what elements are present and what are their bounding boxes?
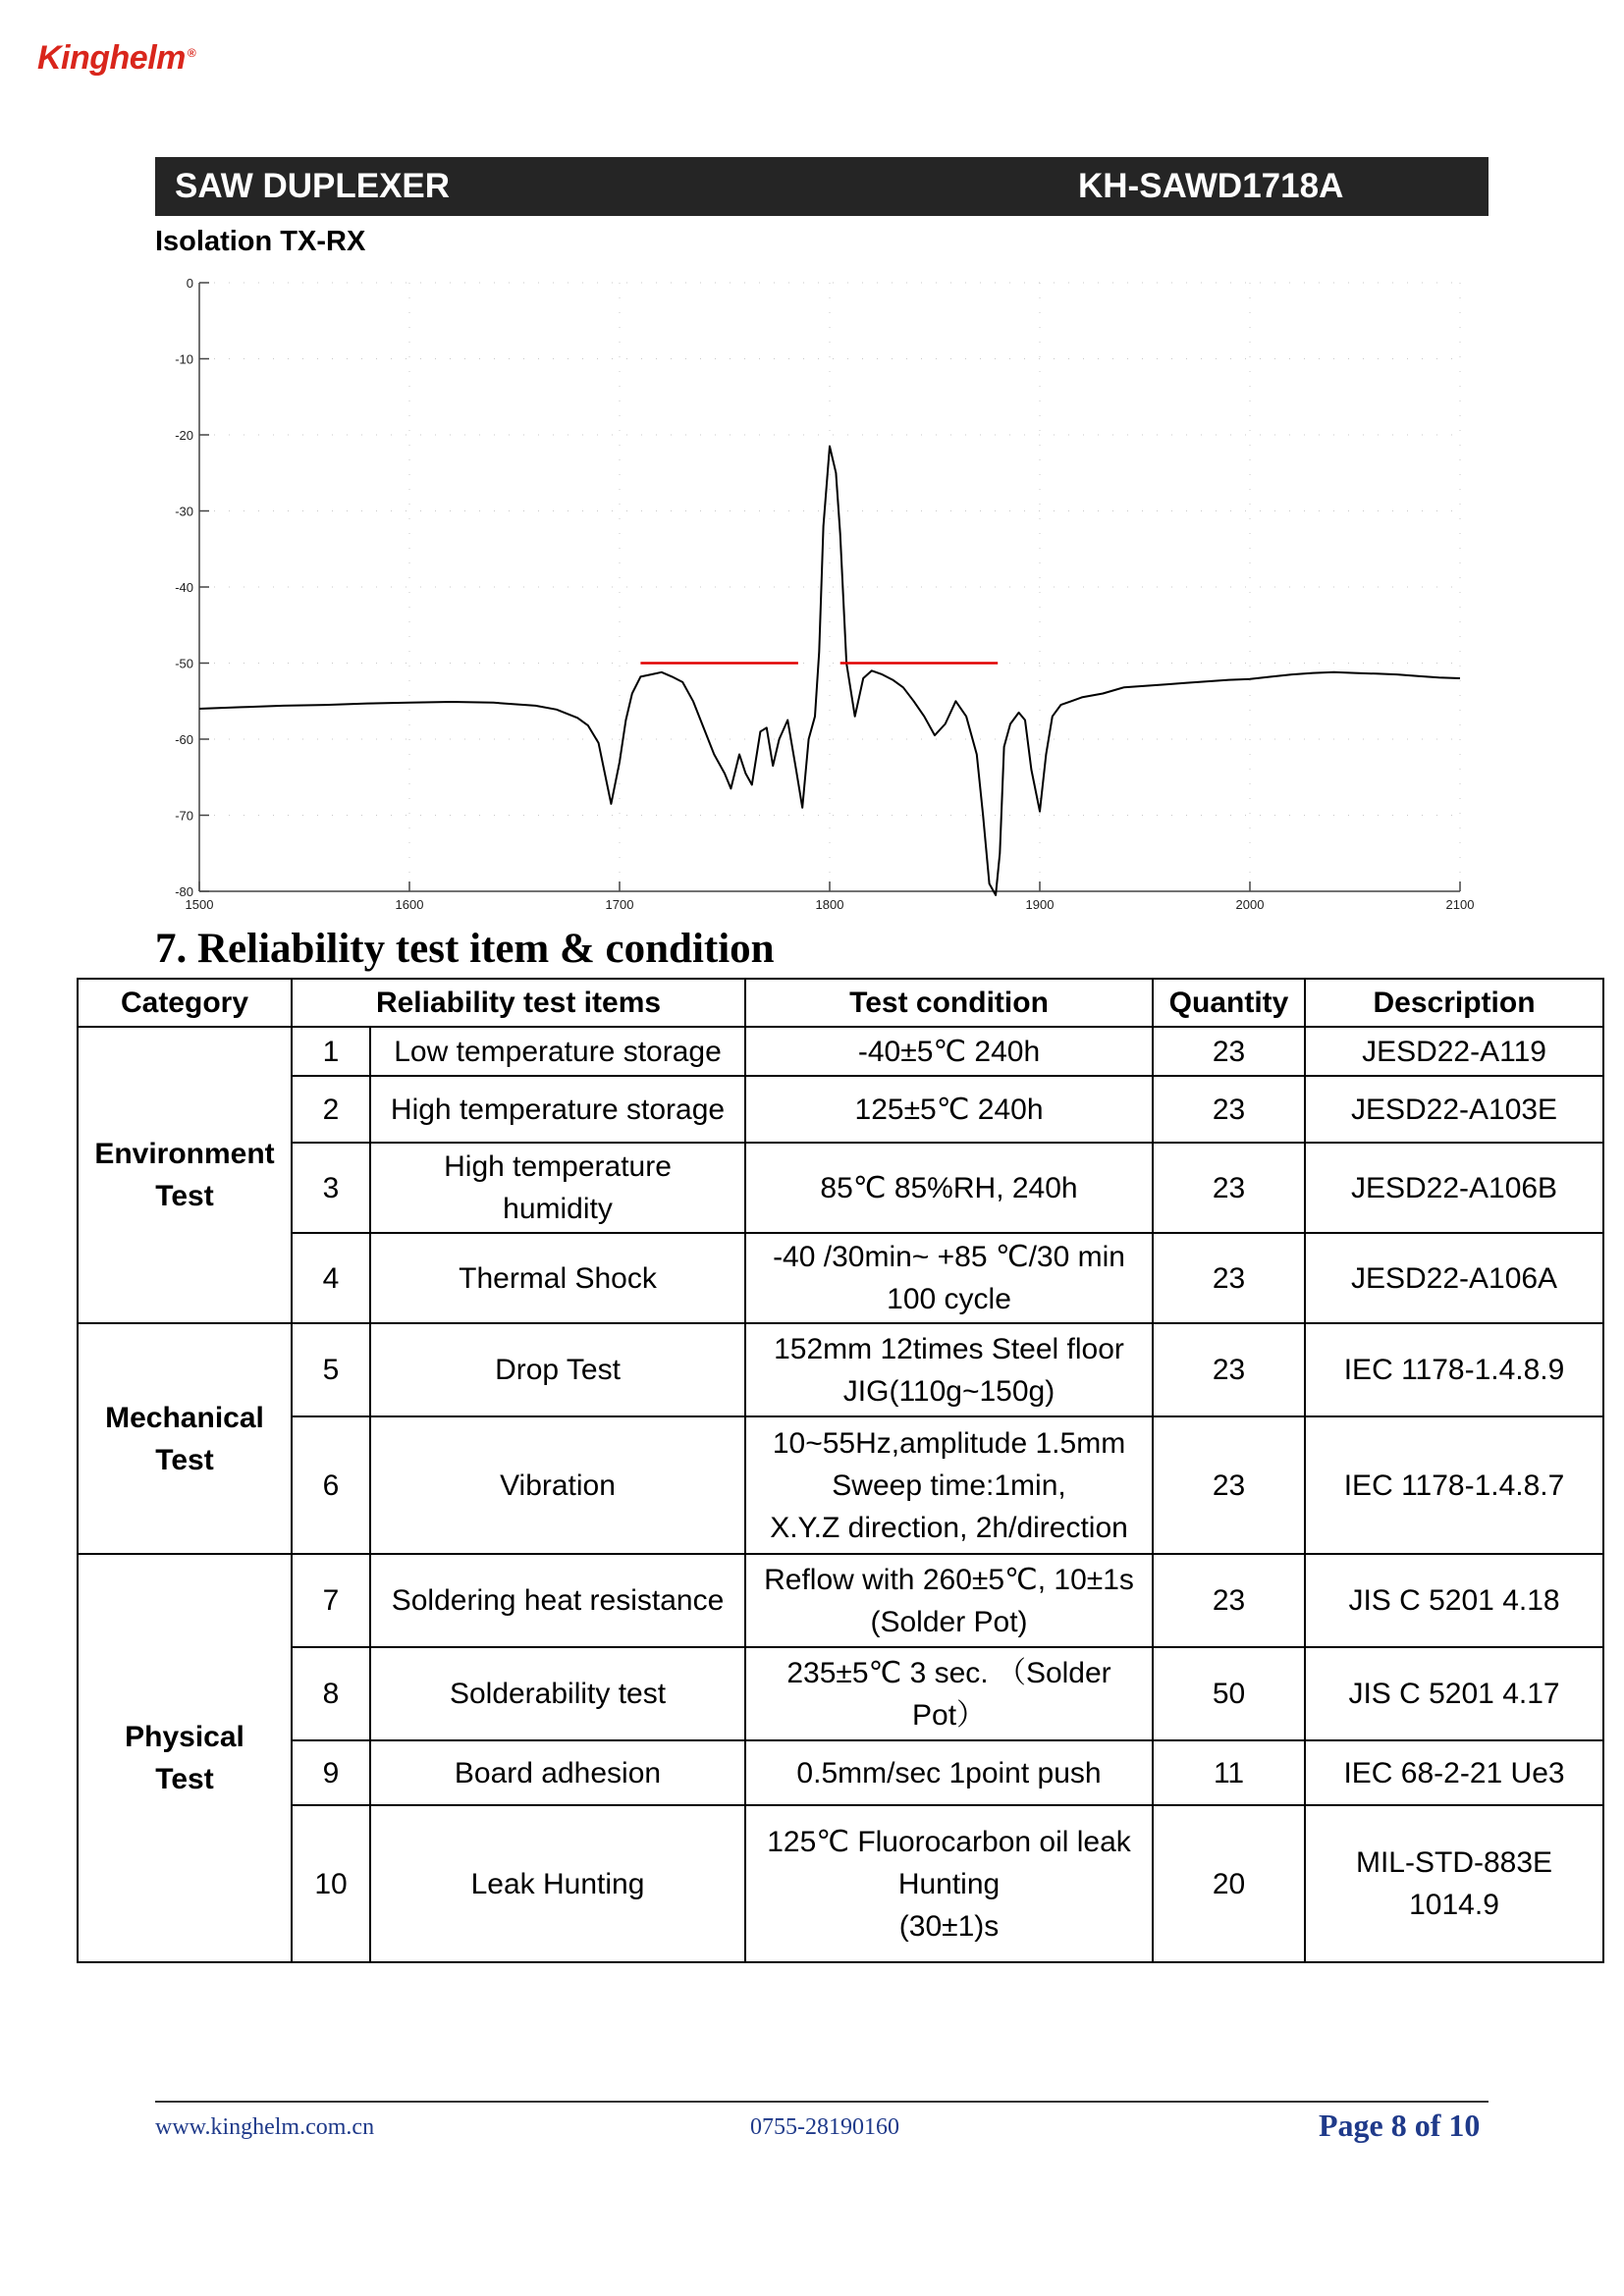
quantity: 23 (1153, 1233, 1305, 1323)
x-tick-label: 2000 (1235, 897, 1265, 912)
test-condition-line: 0.5mm/sec 1point push (796, 1756, 1102, 1789)
description (1305, 1740, 1603, 1805)
test-condition-line: 85℃ 85%RH, 240h (820, 1171, 1078, 1204)
test-condition-line: 235±5℃ 3 sec. （Solder (786, 1656, 1111, 1689)
test-condition (745, 1323, 1153, 1416)
description (1305, 1323, 1603, 1416)
test-condition-line: 125℃ Fluorocarbon oil leak (767, 1825, 1131, 1858)
quantity: 11 (1153, 1740, 1305, 1805)
header-category: Category (78, 979, 292, 1027)
table-row (78, 1554, 1603, 1647)
test-item-line: High temperature storage (390, 1093, 726, 1126)
item-number: 4 (292, 1233, 370, 1323)
test-item (370, 1027, 745, 1076)
description-line: IEC 1178-1.4.8.9 (1343, 1354, 1565, 1386)
footer-website: www.kinghelm.com.cn (155, 2114, 375, 2140)
title-banner (155, 157, 1489, 216)
item-number: 10 (292, 1805, 370, 1962)
y-tick-label: -40 (175, 580, 193, 595)
table-header-row (78, 979, 1603, 1027)
category-cell-line: Test (155, 1763, 214, 1795)
test-item-line: Drop Test (495, 1354, 621, 1386)
description-line: JESD22-A103E (1350, 1093, 1558, 1126)
description (1305, 1805, 1603, 1962)
description (1305, 1076, 1603, 1143)
table-row (78, 1647, 1603, 1740)
y-tick-label: 0 (186, 276, 193, 291)
test-condition-line: 152mm 12times Steel floor (774, 1332, 1124, 1365)
table-row (78, 1323, 1603, 1416)
quantity: 23 (1153, 1416, 1305, 1554)
item-number: 8 (292, 1647, 370, 1740)
product-type: SAW DUPLEXER (175, 167, 451, 205)
test-item-line: Leak Hunting (470, 1867, 645, 1900)
chart-title: Isolation TX-RX (155, 226, 366, 257)
description (1305, 1143, 1603, 1233)
y-tick-label: -50 (175, 656, 193, 671)
quantity: 50 (1153, 1647, 1305, 1740)
y-tick-label: -30 (175, 504, 193, 519)
footer-page-number: Page 8 of 10 (1319, 2108, 1481, 2143)
test-condition (745, 1076, 1153, 1143)
item-number: 3 (292, 1143, 370, 1233)
table-row (78, 1076, 1603, 1143)
x-tick-label: 1600 (395, 897, 424, 912)
item-number: 7 (292, 1554, 370, 1647)
reliability-table (77, 978, 1604, 1963)
description-line: JIS C 5201 4.18 (1348, 1584, 1560, 1617)
test-item-line: High temperature (444, 1150, 672, 1183)
table-row (78, 1143, 1603, 1233)
test-condition-line: -40±5℃ 240h (857, 1035, 1041, 1068)
description-line: JESD22-A106B (1350, 1171, 1558, 1204)
header-test-condition: Test condition (745, 979, 1153, 1027)
quantity: 23 (1153, 1554, 1305, 1647)
description-line: IEC 68-2-21 Ue3 (1343, 1756, 1565, 1789)
quantity: 23 (1153, 1323, 1305, 1416)
description (1305, 1027, 1603, 1076)
item-number: 2 (292, 1076, 370, 1143)
test-condition (745, 1233, 1153, 1323)
table-row (78, 1416, 1603, 1554)
y-tick-label: -80 (175, 884, 193, 899)
kinghelm-logo: Kinghelm ® (37, 39, 196, 77)
header-description: Description (1305, 979, 1603, 1027)
quantity: 23 (1153, 1076, 1305, 1143)
test-item-line: Board adhesion (454, 1756, 662, 1789)
test-item (370, 1416, 745, 1554)
test-condition-line: Pot） (912, 1698, 987, 1732)
test-condition-line: Sweep time:1min, (832, 1468, 1066, 1502)
test-item-line: Vibration (500, 1468, 616, 1502)
footer-divider (155, 2101, 1489, 2103)
test-condition-line: 10~55Hz,amplitude 1.5mm (772, 1426, 1126, 1460)
item-number: 9 (292, 1740, 370, 1805)
description (1305, 1554, 1603, 1647)
test-item-line: humidity (503, 1193, 613, 1225)
test-condition (745, 1416, 1153, 1554)
section-title: 7. Reliability test item & condition (155, 926, 775, 972)
item-number: 6 (292, 1416, 370, 1554)
x-tick-label: 1500 (185, 897, 214, 912)
description-line: JESD22-A106A (1350, 1261, 1558, 1295)
footer-phone: 0755-28190160 (750, 2114, 899, 2140)
test-item (370, 1740, 745, 1805)
test-item (370, 1076, 745, 1143)
test-condition (745, 1027, 1153, 1076)
description-line: MIL-STD-883E (1355, 1846, 1553, 1879)
test-item (370, 1805, 745, 1962)
test-condition (745, 1740, 1153, 1805)
item-number: 1 (292, 1027, 370, 1076)
y-tick-label: -60 (175, 732, 193, 747)
table-row (78, 1805, 1603, 1962)
category-cell-line: Test (155, 1180, 214, 1212)
test-item (370, 1647, 745, 1740)
test-condition-line: Reflow with 260±5℃, 10±1s (764, 1563, 1134, 1596)
category-cell (78, 1554, 292, 1962)
description-line: 1014.9 (1409, 1889, 1499, 1921)
table-row (78, 1027, 1603, 1076)
category-cell (78, 1323, 292, 1554)
test-item (370, 1323, 745, 1416)
test-condition-line: 100 cycle (887, 1283, 1011, 1315)
quantity: 23 (1153, 1143, 1305, 1233)
x-tick-label: 1900 (1025, 897, 1055, 912)
description-line: IEC 1178-1.4.8.7 (1343, 1468, 1565, 1502)
description (1305, 1416, 1603, 1554)
part-number: KH-SAWD1718A (1078, 167, 1344, 205)
isolation-chart (147, 263, 1492, 921)
category-cell (78, 1027, 292, 1323)
item-number: 5 (292, 1323, 370, 1416)
category-cell-line: Test (155, 1443, 214, 1476)
test-item (370, 1554, 745, 1647)
x-tick-label: 2100 (1445, 897, 1475, 912)
test-condition-line: JIG(110g~150g) (842, 1374, 1056, 1408)
x-tick-label: 1800 (815, 897, 844, 912)
test-item (370, 1233, 745, 1323)
test-condition (745, 1143, 1153, 1233)
category-cell-line: Mechanical (105, 1401, 264, 1434)
test-item (370, 1143, 745, 1233)
header-quantity: Quantity (1153, 979, 1305, 1027)
table-row (78, 1233, 1603, 1323)
test-condition (745, 1554, 1153, 1647)
header-test-items: Reliability test items (292, 979, 745, 1027)
table-row (78, 1740, 1603, 1805)
test-condition-line: (Solder Pot) (870, 1605, 1028, 1638)
test-item-line: Thermal Shock (459, 1261, 657, 1295)
category-cell-line: Physical (125, 1721, 244, 1753)
test-condition-line: 125±5℃ 240h (854, 1093, 1044, 1126)
test-item-line: Soldering heat resistance (391, 1584, 725, 1617)
y-tick-label: -10 (175, 351, 193, 367)
description (1305, 1233, 1603, 1323)
description-line: JIS C 5201 4.17 (1348, 1678, 1560, 1710)
quantity: 23 (1153, 1027, 1305, 1076)
test-condition-line: (30±1)s (898, 1909, 1000, 1943)
quantity: 20 (1153, 1805, 1305, 1962)
description-line: JESD22-A119 (1362, 1035, 1546, 1068)
test-condition-line: Hunting (897, 1867, 1001, 1900)
test-item-line: Solderability test (449, 1678, 667, 1710)
x-tick-label: 1700 (605, 897, 634, 912)
test-condition (745, 1647, 1153, 1740)
test-item-line: Low temperature storage (394, 1035, 722, 1068)
test-condition-line: X.Y.Z direction, 2h/direction (770, 1511, 1128, 1544)
y-tick-label: -70 (175, 808, 193, 824)
test-condition-line: -40 /30min~ +85 ℃/30 min (773, 1241, 1125, 1273)
description (1305, 1647, 1603, 1740)
y-tick-label: -20 (175, 428, 193, 443)
category-cell-line: Environment (94, 1138, 275, 1170)
test-condition (745, 1805, 1153, 1962)
